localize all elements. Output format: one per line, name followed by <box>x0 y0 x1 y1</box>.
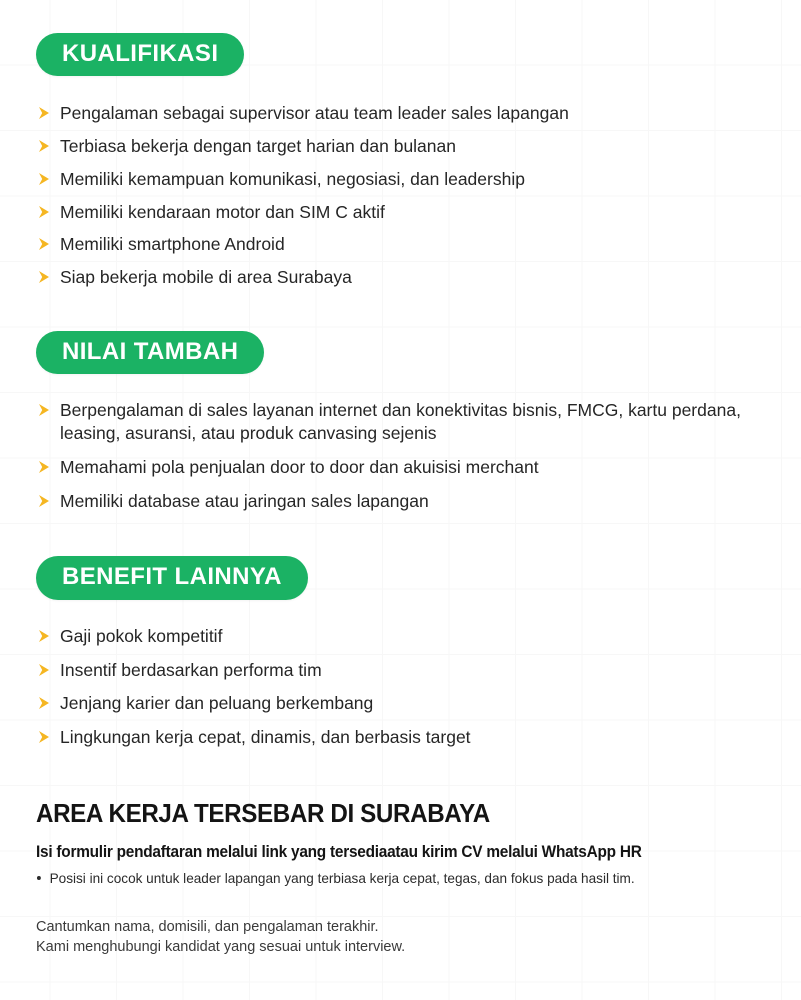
list-item-text: Lingkungan kerja cepat, dinamis, dan berbasis target <box>60 727 471 748</box>
section-badge-kualifikasi: KUALIFIKASI <box>36 33 244 76</box>
section-area-kerja <box>36 760 765 958</box>
list-item <box>36 869 743 888</box>
arrow-bullet-icon <box>38 237 51 251</box>
arrow-bullet-icon <box>38 106 51 120</box>
section-nilai-tambah <box>36 299 765 512</box>
benefit-list <box>36 625 765 749</box>
list-item-text: Berpengalaman di sales layanan internet dan konektivitas bisnis, FMCG, kartu perdana, leasing, asuransi, atau produk canvasing sejenis <box>60 400 741 444</box>
list-item-text: Memiliki kemampuan komunikasi, negosiasi, dan leadership <box>60 168 525 189</box>
arrow-bullet-icon <box>38 205 51 219</box>
section-badge-nilai-tambah: NILAI TAMBAH <box>36 331 264 374</box>
list-item <box>36 135 765 158</box>
list-item-text: Insentif berdasarkan performa tim <box>60 659 322 680</box>
list-item <box>36 266 765 289</box>
list-item-text: Gaji pokok kompetitif <box>60 625 223 646</box>
arrow-bullet-icon <box>38 730 51 744</box>
list-item <box>36 692 765 715</box>
list-item-text: Memiliki kendaraan motor dan SIM C aktif <box>60 201 385 222</box>
list-item <box>36 456 765 479</box>
badge-wrap-nilai-tambah <box>36 331 765 374</box>
list-item <box>36 726 765 749</box>
arrow-bullet-icon <box>38 403 51 417</box>
arrow-bullet-icon <box>38 139 51 153</box>
closing-instructions <box>36 917 765 958</box>
list-item-text: Memiliki smartphone Android <box>60 234 285 255</box>
list-item <box>36 659 765 682</box>
value-add-list <box>36 399 765 512</box>
arrow-bullet-icon <box>38 172 51 186</box>
arrow-bullet-icon <box>38 663 51 677</box>
arrow-bullet-icon <box>38 460 51 474</box>
list-item <box>36 201 765 224</box>
arrow-bullet-icon <box>38 494 51 508</box>
list-item-text: Posisi ini cocok untuk leader lapangan yang terbiasa kerja cepat, tegas, dan fokus pada hasil tim. <box>49 869 635 886</box>
section-badge-benefit-lainnya: BENEFIT LAINNYA <box>36 556 308 599</box>
list-item <box>36 102 765 125</box>
section-kualifikasi <box>36 0 765 289</box>
list-item-text: Pengalaman sebagai supervisor atau team leader sales lapangan <box>60 103 569 124</box>
arrow-bullet-icon <box>38 696 51 710</box>
list-item-text: Terbiasa bekerja dengan target harian dan bulanan <box>60 136 456 157</box>
section-benefit-lainnya <box>36 523 765 748</box>
badge-wrap-benefit <box>36 556 765 599</box>
area-kerja-title: AREA KERJA TERSEBAR DI SURABAYA <box>36 797 490 828</box>
list-item-text: Siap bekerja mobile di area Surabaya <box>60 267 352 288</box>
area-kerja-notes <box>36 869 765 888</box>
badge-wrap-kualifikasi <box>36 33 765 76</box>
list-item <box>36 399 765 445</box>
list-item-text: Jenjang karier dan peluang berkembang <box>60 693 374 714</box>
list-item-text: Memahami pola penjualan door to door dan akuisisi merchant <box>60 456 539 477</box>
dot-bullet-icon <box>37 876 41 880</box>
list-item <box>36 490 765 513</box>
qualification-list <box>36 102 765 289</box>
arrow-bullet-icon <box>38 270 51 284</box>
list-item-text: Memiliki database atau jaringan sales lapangan <box>60 490 429 511</box>
list-item <box>36 625 765 648</box>
arrow-bullet-icon <box>38 629 51 643</box>
list-item <box>36 168 765 191</box>
area-kerja-subtitle: Isi formulir pendaftaran melalui link yang tersediaatau kirim CV melalui WhatsApp HR <box>36 842 642 861</box>
closing-line-2: Kami menghubungi kandidat yang sesuai untuk interview. <box>36 939 406 956</box>
list-item <box>36 233 765 256</box>
closing-line-1: Cantumkan nama, domisili, dan pengalaman terakhir. <box>36 918 379 935</box>
